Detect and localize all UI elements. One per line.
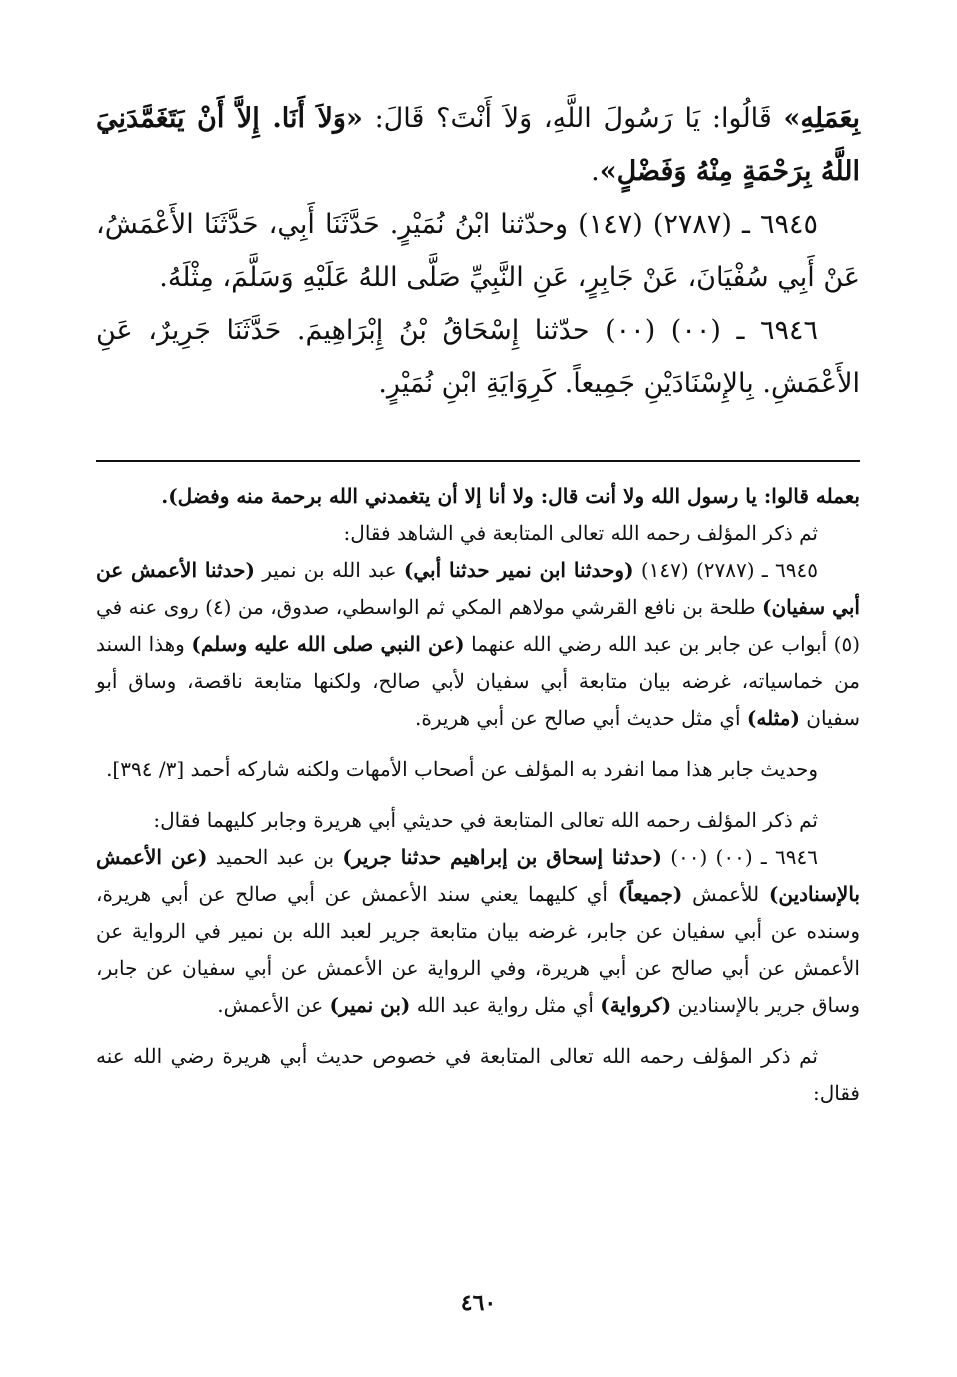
commentary-bold: (كرواية) — [600, 993, 672, 1017]
commentary-text: عبد الله بن نمير — [254, 558, 404, 582]
commentary-bold: (مثله) — [746, 706, 800, 730]
commentary-bold: (حدثنا الأعمش عن أبي سفيان) — [96, 558, 860, 619]
footnote-divider — [96, 460, 860, 462]
commentary-text: عن الأعمش. — [217, 993, 330, 1017]
commentary-bold: (حدثنا إسحاق بن إبراهيم حدثنا جرير) — [342, 845, 662, 869]
commentary-bold: (عن الأعمش بالإسنادين) — [96, 845, 860, 906]
commentary-text: أي كليهما يعني سند الأعمش عن أبي صالح عن أبي هريرة، وسنده عن أبي سفيان عن جابر، غرضه بيان متابعة جرير لعبد الله بن نمير في الرواية عن الأعمش عن أبي صالح عن أبي هريرة، وفي الرواية عن الأعمش عن أبي سفيان عن جابر، وساق جرير بالإسنادين — [96, 882, 860, 1017]
commentary-section — [96, 478, 860, 1112]
commentary-text: أي مثل حديث أبي صالح عن أبي هريرة. — [415, 706, 747, 730]
commentary-6945 — [96, 552, 860, 737]
commentary-text: للأعمش — [682, 882, 769, 906]
page-number: ٤٦٠ — [460, 1290, 497, 1316]
commentary-intro-2: ثم ذكر المؤلف رحمه الله تعالى المتابعة في حديثي أبي هريرة وجابر كليهما فقال: — [153, 808, 818, 832]
commentary-number: ٦٩٤٦ ـ (٠٠) (٠٠) — [661, 845, 818, 869]
commentary-bold: (عن النبي صلى الله عليه وسلم) — [191, 632, 465, 656]
commentary-bold: (جميعاً) — [617, 882, 683, 906]
hadith-phrase: قَالُوا: يَا رَسُولَ اللَّهِ، وَلاَ أَنْتَ؟ قَالَ: — [362, 103, 784, 134]
hadith-phrase-bold: «وَلاَ أَنَا. إِلاَّ أَنْ يَتَغَمَّدَنِيَ اللَّهُ بِرَحْمَةٍ مِنْهُ وَفَضْلٍ» — [96, 103, 860, 187]
commentary-intro: ثم ذكر المؤلف رحمه الله تعالى المتابعة في الشاهد فقال: — [343, 521, 818, 545]
hadith-end: . — [591, 156, 600, 187]
commentary-note: وحديث جابر هذا مما انفرد به المؤلف عن أصحاب الأمهات ولكنه شاركه أحمد [٣/ ٣٩٤]. — [106, 757, 818, 781]
hadith-continuation — [96, 92, 860, 198]
commentary-6946 — [96, 839, 860, 1024]
hadith-6946: ٦٩٤٦ ـ (٠٠) (٠٠) حدّثنا إِسْحَاقُ بْنُ إِبْرَاهِيمَ. حَدَّثَنَا جَرِيرٌ، عَنِ الأَعْمَشِ. بِالإِسْنَادَيْنِ جَمِيعاً. كَرِوَايَةِ ابْنِ نُمَيْرٍ. — [96, 315, 860, 399]
commentary-bold: (بن نمير) — [329, 993, 411, 1017]
hadith-phrase-bold: بِعَمَلِهِ» — [783, 103, 860, 134]
commentary-text: طلحة بن نافع القرشي مولاهم المكي ثم الواسطي، صدوق، من (٤) روى عنه في (٥) أبواب عن جابر بن عبد الله رضي الله عنهما — [96, 595, 861, 656]
commentary-number: ٦٩٤٥ ـ (٢٧٨٧) (١٤٧) — [633, 558, 818, 582]
commentary-text: وهذا السند من خماسياته، غرضه بيان متابعة أبي سفيان لأبي صالح، ولكنها متابعة ناقصة، وساق أبو سفيان — [96, 632, 861, 730]
commentary-text: أي مثل رواية عبد الله — [410, 993, 601, 1017]
hadith-6945: ٦٩٤٥ ـ (٢٧٨٧) (١٤٧) وحدّثنا ابْنُ نُمَيْرٍ. حَدَّثَنَا أَبِي، حَدَّثَنَا الأَعْمَشُ، عَنْ أَبِي سُفْيَانَ، عَنْ جَابِرٍ، عَنِ النَّبِيِّ صَلَّى اللهُ عَلَيْهِ وَسَلَّمَ، مِثْلَهُ. — [96, 209, 860, 293]
commentary-text: بن عبد الحميد — [207, 845, 343, 869]
hadith-text — [96, 92, 860, 410]
commentary-bold: (وحدثنا ابن نمير حدثنا أبي) — [403, 558, 634, 582]
commentary-quote: بعمله قالوا: يا رسول الله ولا أنت قال: ولا أنا إلا أن يتغمدني الله برحمة منه وفضل). — [161, 484, 860, 508]
commentary-intro-3: ثم ذكر المؤلف رحمه الله تعالى المتابعة في خصوص حديث أبي هريرة رضي الله عنه فقال: — [96, 1044, 860, 1105]
